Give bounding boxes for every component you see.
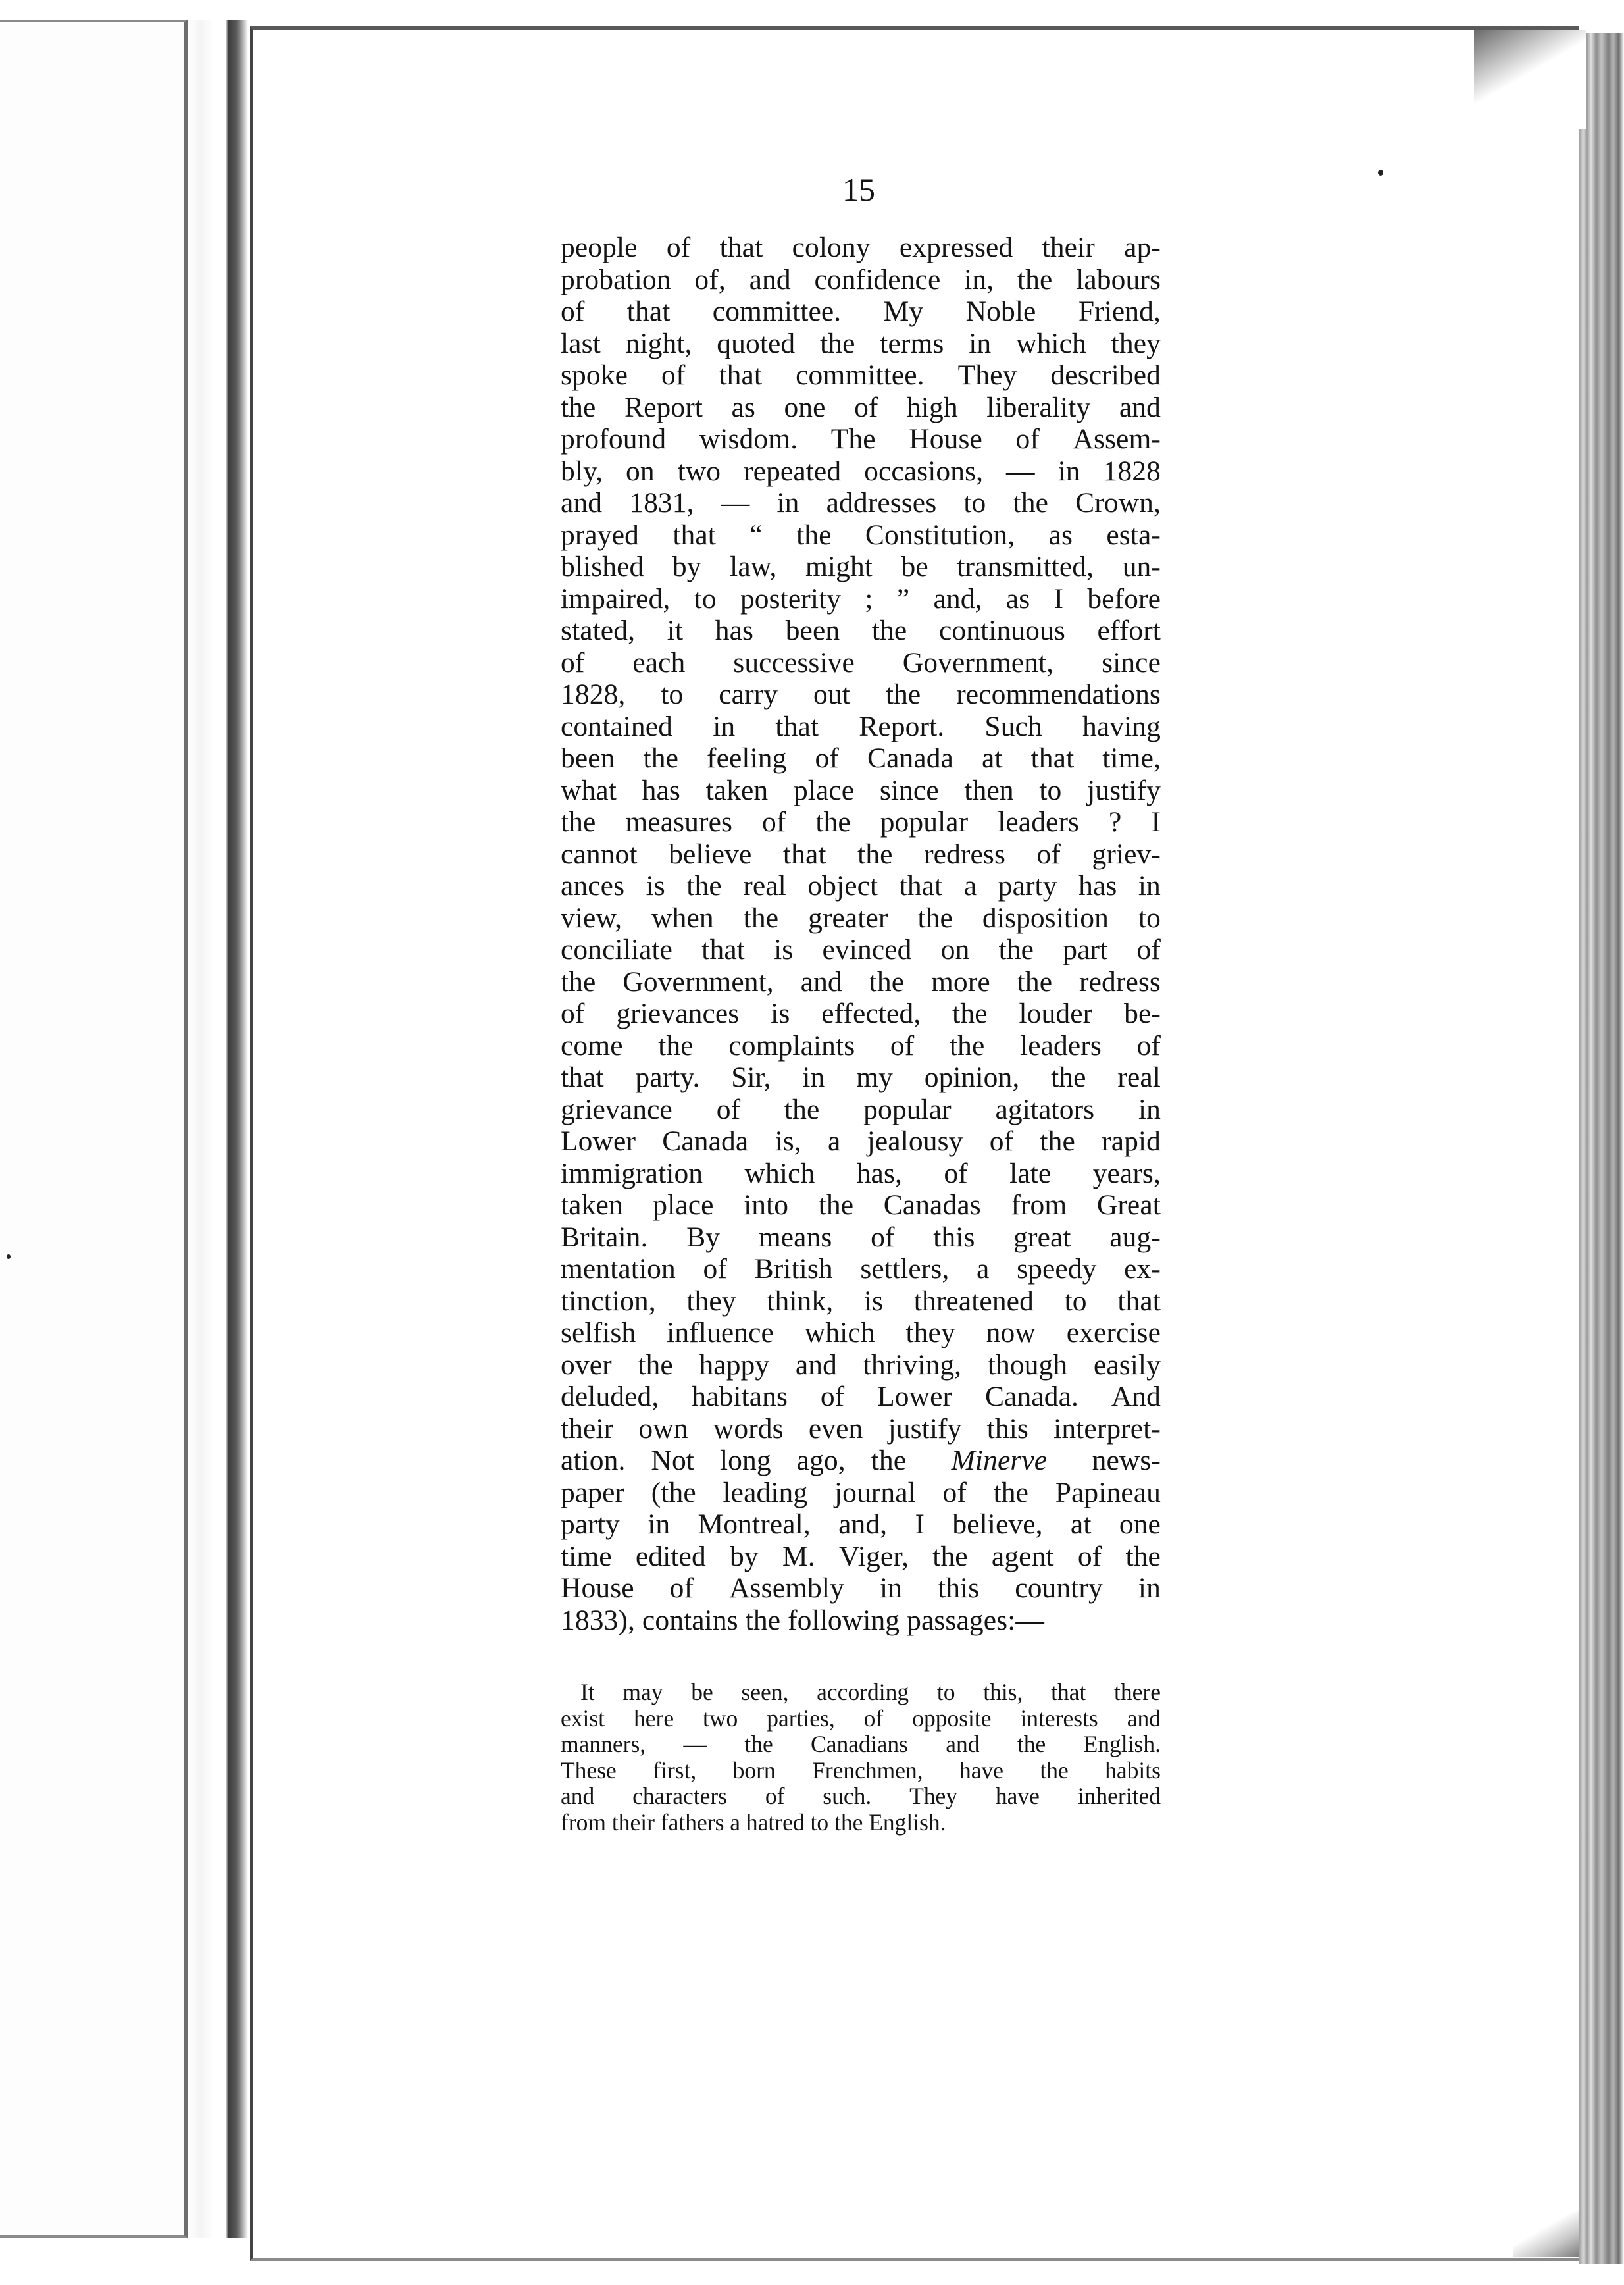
body-line: of that committee. My Noble Friend, — [561, 295, 1161, 327]
body-line: last night, quoted the terms in which they — [561, 327, 1161, 359]
body-line: what has taken place since then to justify — [561, 774, 1161, 806]
body-line: view, when the greater the disposition to — [561, 902, 1161, 934]
book-gutter — [188, 20, 251, 2238]
body-line: tinction, they think, is threatened to that — [561, 1285, 1161, 1317]
body-line: spoke of that committee. They described — [561, 359, 1161, 391]
body-line-end: news- — [1092, 1445, 1161, 1476]
body-line: of each successive Government, since — [561, 646, 1161, 679]
body-line: come the complaints of the leaders of — [561, 1029, 1161, 1062]
body-line: taken place into the Canadas from Great — [561, 1189, 1161, 1221]
body-line: bly, on two repeated occasions, — in 1828 — [561, 455, 1161, 487]
quote-line: exist here two parties, of opposite interests and — [561, 1705, 1161, 1732]
body-line: conciliate that is evinced on the part of — [561, 934, 1161, 965]
body-line: deluded, habitans of Lower Canada. And — [561, 1381, 1161, 1412]
facing-page-edge — [0, 20, 188, 2238]
body-line: that party. Sir, in my opinion, the real — [561, 1062, 1161, 1093]
page-stack-edge — [1579, 33, 1624, 2264]
body-line: over the happy and thriving, though easily — [561, 1348, 1161, 1381]
body-line: stated, it has been the continuous effort — [561, 615, 1161, 646]
body-line: been the feeling of Canada at that time, — [561, 742, 1161, 774]
body-line: contained in that Report. Such having — [561, 710, 1161, 742]
body-line: time edited by M. Viger, the agent of the — [561, 1540, 1161, 1572]
body-line: of grievances is effected, the louder be- — [561, 998, 1161, 1029]
quote-line: manners, — the Canadians and the English. — [561, 1731, 1161, 1757]
body-line: 1833), contains the following passages:— — [561, 1604, 1044, 1636]
body-line: cannot believe that the redress of griev- — [561, 838, 1161, 870]
page-corner-curl — [1474, 30, 1586, 129]
quote-line: It may be seen, according to this, that there — [580, 1679, 1161, 1705]
body-text — [561, 232, 1161, 1636]
body-line: ances is the real object that a party has in — [561, 870, 1161, 902]
body-line: their own words even justify this interpret- — [561, 1412, 1161, 1445]
body-line: probation of, and confidence in, the labours — [561, 263, 1161, 295]
body-line: party in Montreal, and, I believe, at one — [561, 1508, 1161, 1540]
body-line: mentation of British settlers, a speedy ex- — [561, 1253, 1161, 1285]
body-line: the Government, and the more the redress — [561, 965, 1161, 998]
newspaper-name: Minerve — [951, 1445, 1048, 1476]
body-line: paper (the leading journal of the Papineau — [561, 1476, 1161, 1508]
body-line: 1828, to carry out the recommendations — [561, 679, 1161, 710]
body-line: the measures of the popular leaders ? I — [561, 806, 1161, 838]
body-line: the Report as one of high liberality and — [561, 391, 1161, 423]
body-line: impaired, to posterity ; ” and, as I before — [561, 582, 1161, 615]
body-line: people of that colony expressed their ap- — [561, 232, 1161, 263]
body-line: grievance of the popular agitators in — [561, 1093, 1161, 1125]
body-line: profound wisdom. The House of Assem- — [561, 423, 1161, 455]
page-bottom-curl — [1513, 2211, 1579, 2257]
body-line: immigration which has, of late years, — [561, 1157, 1161, 1189]
body-line: Britain. By means of this great aug- — [561, 1221, 1161, 1253]
body-line: blished by law, might be transmitted, un- — [561, 551, 1161, 582]
body-line-start: ation. Not long ago, the — [561, 1445, 907, 1476]
body-line: prayed that “ the Constitution, as esta- — [561, 519, 1161, 551]
body-line: House of Assembly in this country in — [561, 1572, 1161, 1604]
page-number: 15 — [842, 171, 875, 208]
block-quote — [561, 1680, 1161, 1836]
scan-speck — [7, 1254, 11, 1259]
quote-line: These first, born Frenchmen, have the habits — [561, 1757, 1161, 1784]
body-line — [561, 1445, 1161, 1477]
body-line: and 1831, — in addresses to the Crown, — [561, 487, 1161, 519]
quote-line: from their fathers a hatred to the English. — [561, 1809, 946, 1836]
body-line: selfish influence which they now exercise — [561, 1317, 1161, 1348]
body-line: Lower Canada is, a jealousy of the rapid — [561, 1125, 1161, 1157]
quote-line: and characters of such. They have inherited — [561, 1783, 1161, 1809]
scan-speck — [1378, 170, 1383, 176]
